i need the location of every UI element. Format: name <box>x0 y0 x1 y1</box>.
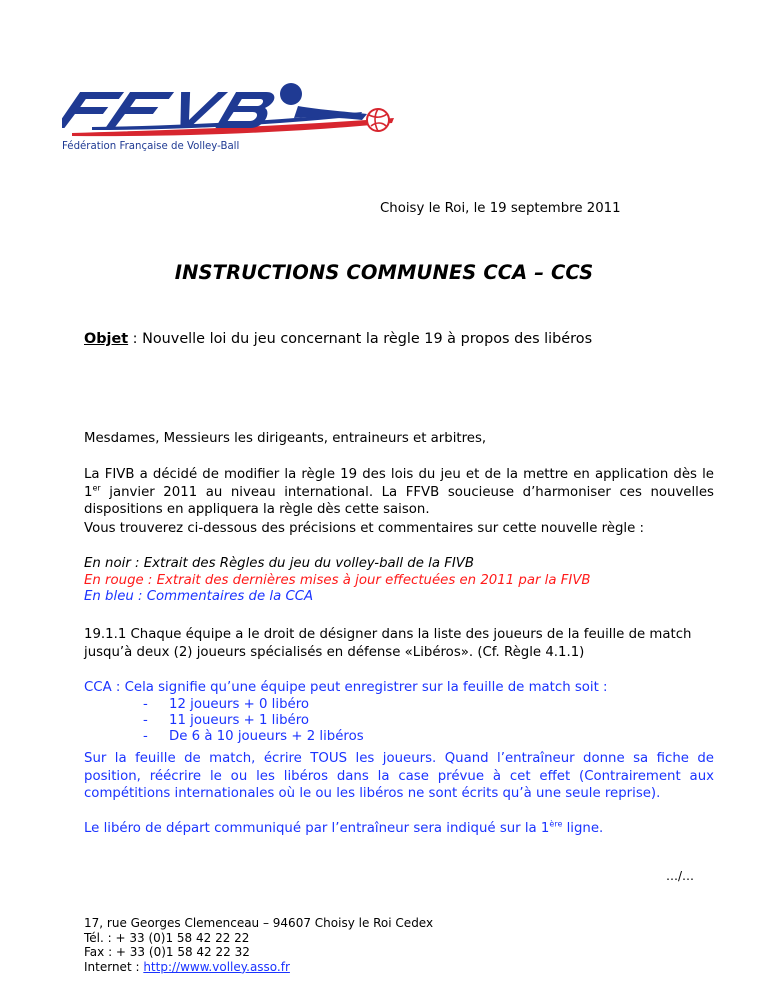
objet-label: Objet <box>84 331 129 347</box>
intro-text-2: janvier 2011 au niveau international. La FFVB soucieuse d’harmoniser ces nouvelles dispositions en appliquera la règle dès cette saison. <box>84 484 714 517</box>
footer <box>84 916 433 974</box>
intro-superscript: er <box>92 483 101 493</box>
cca-intro: CCA : Cela signifie qu’une équipe peut enregistrer sur la feuille de match soit : <box>84 680 608 695</box>
lead-in: Vous trouverez ci-dessous des précisions et commentaires sur cette nouvelle règle : <box>84 521 644 536</box>
rule-19-1-1: 19.1.1 Chaque équipe a le droit de désigner dans la liste des joueurs de la feuille de match jusqu’à deux (2) joueurs spécialisés en défense «Libéros». (Cf. Règle 4.1.1) <box>84 627 692 660</box>
objet-line <box>84 331 592 347</box>
footer-tel: Tél. : + 33 (0)1 58 42 22 22 <box>84 930 250 945</box>
logo-tagline: Fédération Française de Volley-Ball <box>62 141 240 152</box>
legend-red: En rouge : Extrait des dernières mises à jour effectuées en 2011 par la FIVB <box>84 572 591 588</box>
cca-list <box>84 697 364 745</box>
salutation: Mesdames, Messieurs les dirigeants, entraineurs et arbitres, <box>84 431 487 446</box>
legend-black: En noir : Extrait des Règles du jeu du volley-ball de la FIVB <box>84 556 475 571</box>
intro-paragraph <box>84 466 714 519</box>
list-item: - 12 joueurs + 0 libéro <box>143 697 310 712</box>
intro-text-1: La FIVB a décidé de modifier la règle 19 des lois du jeu et de la mettre en application dès le 1 <box>84 467 714 500</box>
color-legend <box>84 556 714 606</box>
page-continuation: …/… <box>666 869 695 883</box>
cca-paragraph: Sur la feuille de match, écrire TOUS les joueurs. Quand l’entraîneur donne sa fiche de position, réécrire le ou les libéros dans la case prévue à cet effet (Contrairement aux compétitions internationales où le ou les libéros ne sont écrits qu’à une seule reprise). <box>84 751 714 801</box>
objet-text: : Nouvelle loi du jeu concernant la règle 19 à propos des libéros <box>128 331 593 347</box>
cca-starting-libero: Le libéro de départ communiqué par l’entraîneur sera indiqué sur la 1ère ligne. <box>84 819 604 836</box>
list-item: - 11 joueurs + 1 libéro <box>143 713 310 728</box>
list-item: - De 6 à 10 joueurs + 2 libéros <box>143 729 364 744</box>
legend-blue: En bleu : Commentaires de la CCA <box>84 589 314 604</box>
cca-superscript: ère <box>549 819 563 829</box>
footer-fax: Fax : + 33 (0)1 58 42 22 32 <box>84 945 250 960</box>
footer-address: 17, rue Georges Clemenceau – 94607 Choisy le Roi Cedex <box>84 916 434 930</box>
ffvb-logo <box>62 80 400 162</box>
date-line: Choisy le Roi, le 19 septembre 2011 <box>380 201 621 216</box>
footer-internet: Internet : http://www.volley.asso.fr <box>84 959 290 974</box>
document-title: INSTRUCTIONS COMMUNES CCA – CCS <box>174 261 594 284</box>
website-link[interactable]: http://www.volley.asso.fr <box>143 959 290 974</box>
